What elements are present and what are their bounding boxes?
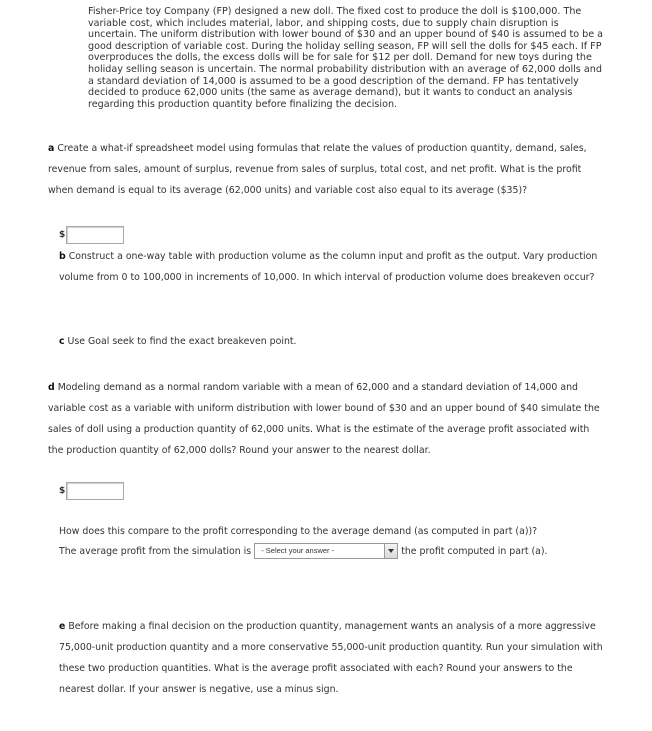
part-a-letter: a: [48, 143, 55, 154]
part-e-text: Before making a final decision on the production quantity, management wants an analysis of a more aggressive 75,000-unit production quantity and a more conservative 55,000-unit production quantity. Run your simulation with these two production quantities. What is the average profit associated with each? Round your answers to the nearest dollar. If your answer is negative, use a minus sign.: [59, 621, 603, 695]
part-a-answer-input[interactable]: [66, 226, 124, 244]
part-d-compare-suffix: the profit computed in part (a).: [401, 545, 548, 557]
part-d-compare-row: [59, 543, 548, 559]
part-b-text: Construct a one-way table with production volume as the column input and profit as the output. Vary production volume from 0 to 100,000 in increments of 10,000. In which interval of production volume does breakeven occur?: [59, 251, 598, 283]
part-d-compare-select[interactable]: [254, 543, 398, 559]
part-d-compare-select-value: - Select your answer -: [261, 546, 335, 555]
part-e-question: [59, 616, 607, 700]
part-a-answer-row: [59, 226, 124, 244]
part-d-answer-input[interactable]: [66, 482, 124, 500]
part-b-question: [59, 246, 607, 288]
part-e-letter: e: [59, 621, 66, 632]
part-d-question: [48, 377, 604, 461]
part-d-text: Modeling demand as a normal random variable with a mean of 62,000 and a standard deviation of 14,000 and variable cost as a variable with uniform distribution with lower bound of $30 and an upper bound of $40 simulate the sales of doll using a production quantity of 62,000 units. What is the estimate of the average profit associated with the production quantity of 62,000 dolls? Round your answer to the nearest dollar.: [48, 382, 600, 456]
chevron-down-icon[interactable]: [384, 544, 397, 558]
part-c-question: [59, 331, 607, 352]
part-a-currency: $: [59, 230, 66, 240]
part-d-compare-question: How does this compare to the profit corresponding to the average demand (as computed in part (a))?: [59, 526, 538, 537]
part-d-compare-prefix: The average profit from the simulation is: [59, 545, 252, 557]
part-d-letter: d: [48, 382, 55, 393]
problem-intro: Fisher-Price toy Company (FP) designed a new doll. The fixed cost to produce the doll is $100,000. The variable cost, which includes material, labor, and shipping costs, due to supply chain disruption is uncertain. The uniform distribution with lower bound of $30 and an upper bound of $40 is assumed to be a good description of variable cost. During the holiday selling season, FP will sell the dolls for $45 each. If FP overproduces the dolls, the excess dolls will be for sale for $12 per doll. Demand for new toys during the holiday selling season is uncertain. The normal probability distribution with an average of 62,000 dolls and a standard deviation of 14,000 is assumed to be a good description of the demand. FP has tentatively decided to produce 62,000 units (the same as average demand), but it wants to conduct an analysis regarding this production quantity before finalizing the decision.: [88, 6, 604, 110]
part-d-currency: $: [59, 486, 66, 496]
part-b-letter: b: [59, 251, 66, 262]
part-d-answer-row: [59, 482, 124, 500]
part-c-text: Use Goal seek to find the exact breakeven point.: [67, 336, 297, 347]
part-a-question: [48, 138, 604, 201]
part-c-letter: c: [59, 336, 65, 347]
part-a-text: Create a what-if spreadsheet model using formulas that relate the values of production quantity, demand, sales, revenue from sales, amount of surplus, revenue from sales of surplus, total cost, and net profit. What is the profit when demand is equal to its average (62,000 units) and variable cost also equal to its average ($35)?: [48, 143, 587, 196]
